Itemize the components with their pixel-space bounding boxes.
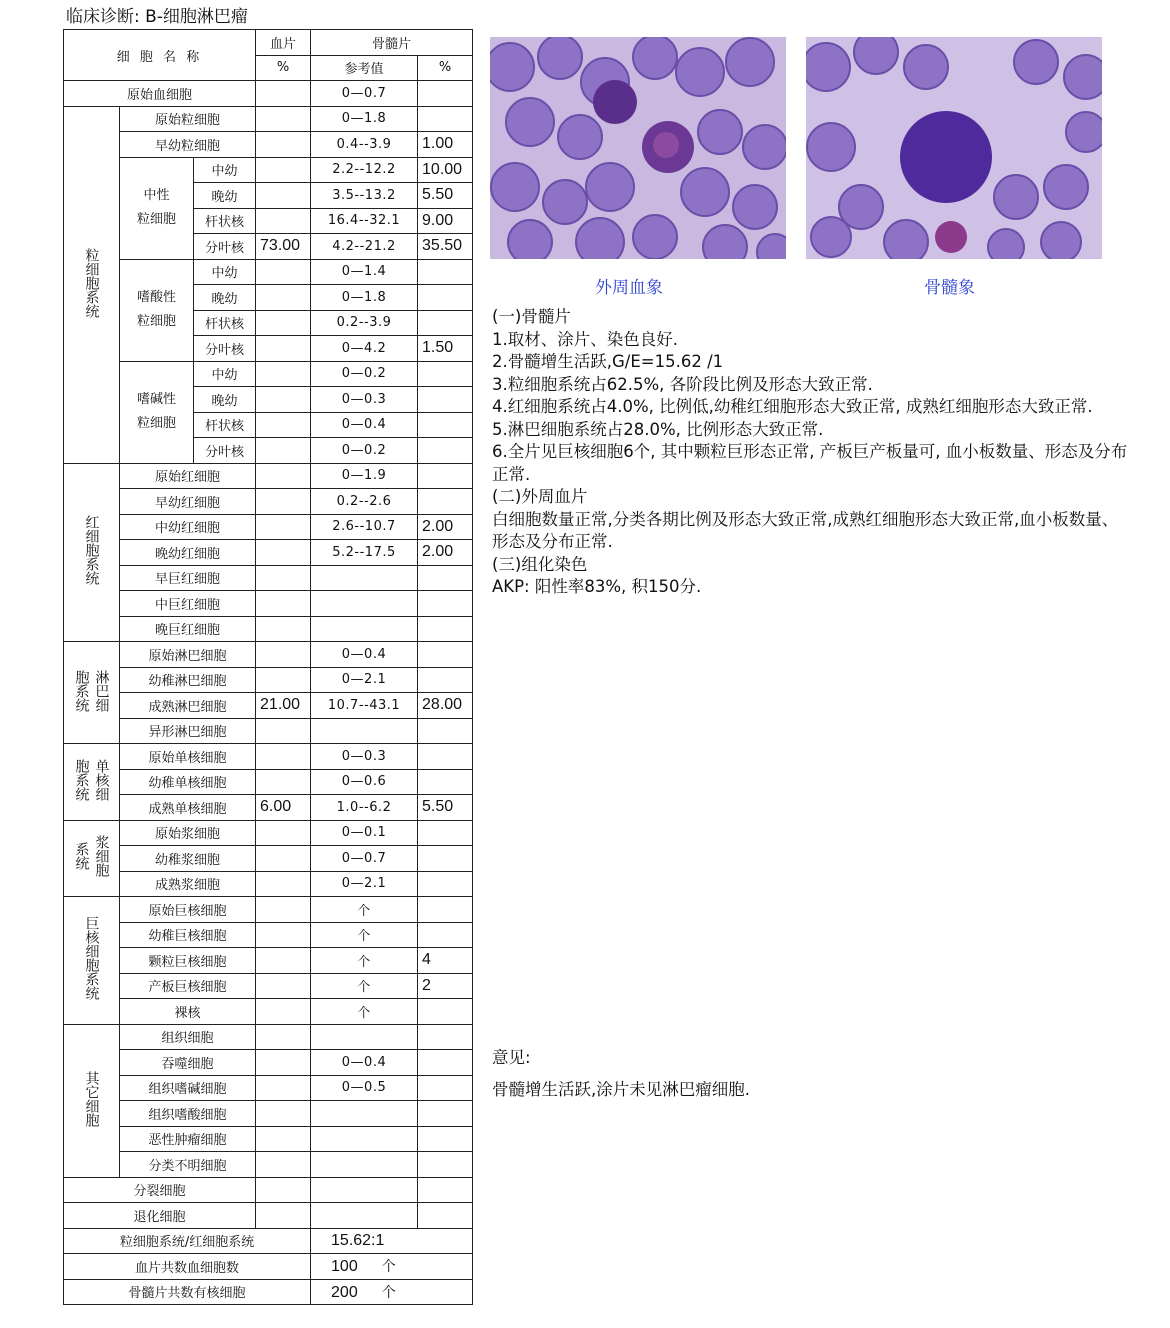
reference-value: [311, 565, 418, 591]
reference-value: 0—2.1: [311, 871, 418, 897]
summary-label: 骨髓片共数有核细胞: [64, 1279, 311, 1305]
summary-row: [64, 1279, 473, 1305]
cell-name: 早幼粒细胞: [120, 132, 256, 158]
opinion-label: 意见:: [492, 1048, 531, 1067]
reference-value: [311, 1126, 418, 1152]
reference-value: 2.2--12.2: [311, 157, 418, 183]
cell-name: 异形淋巴细胞: [120, 718, 256, 744]
cell-name: 中幼: [194, 361, 256, 387]
marrow-pct: 4: [418, 948, 473, 974]
group-label: 巨核细胞系统: [64, 897, 120, 1025]
blood-pct: [256, 897, 311, 923]
blood-pct: [256, 591, 311, 617]
cell-name: 晚幼: [194, 183, 256, 209]
blood-pct: [256, 1126, 311, 1152]
blood-pct: [256, 667, 311, 693]
cell-name: 原始粒细胞: [120, 106, 256, 132]
subgroup-label: 嗜酸性 粒细胞: [120, 259, 194, 361]
marrow-pct: 2: [418, 973, 473, 999]
marrow-pct: [418, 718, 473, 744]
reference-value: 10.7--43.1: [311, 693, 418, 719]
cell-name: 成熟单核细胞: [120, 795, 256, 821]
marrow-pct: 35.50: [418, 234, 473, 260]
marrow-pct: [418, 463, 473, 489]
marrow-pct: 2.00: [418, 514, 473, 540]
reference-value: 0—0.4: [311, 642, 418, 668]
cell-name: 晚巨红细胞: [120, 616, 256, 642]
blood-pct: 6.00: [256, 795, 311, 821]
marrow-pct: 5.50: [418, 183, 473, 209]
marrow-pct: [418, 81, 473, 107]
reference-value: [311, 1024, 418, 1050]
bone-marrow-image: [806, 37, 1102, 259]
table-row: [64, 463, 473, 489]
cell-name: 晚幼: [194, 387, 256, 413]
reference-value: 0—0.4: [311, 412, 418, 438]
reference-value: 0—0.3: [311, 387, 418, 413]
cell-name: 幼稚淋巴细胞: [120, 667, 256, 693]
reference-value: [311, 1101, 418, 1127]
cell-name: 分叶核: [194, 336, 256, 362]
finding-line: 3.粒细胞系统占62.5%, 各阶段比例及形态大致正常.: [492, 374, 873, 394]
header-blood: 血片: [256, 30, 311, 56]
table-row: [64, 361, 473, 387]
cell-name: 分裂细胞: [64, 1177, 256, 1203]
cell-name: 中幼红细胞: [120, 514, 256, 540]
table-row: [64, 1126, 473, 1152]
blood-pct: [256, 285, 311, 311]
marrow-pct: [418, 1024, 473, 1050]
cell-name: 恶性肿瘤细胞: [120, 1126, 256, 1152]
cell-name: 原始血细胞: [64, 81, 256, 107]
marrow-pct: [418, 999, 473, 1025]
reference-value: 4.2--21.2: [311, 234, 418, 260]
summary-value: [311, 1279, 473, 1305]
cell-name: 组织细胞: [120, 1024, 256, 1050]
marrow-pct: 10.00: [418, 157, 473, 183]
table-row: [64, 667, 473, 693]
cell-name: 杆状核: [194, 310, 256, 336]
cell-name: 吞噬细胞: [120, 1050, 256, 1076]
reference-value: 0—0.2: [311, 438, 418, 464]
marrow-pct: 1.00: [418, 132, 473, 158]
finding-line: AKP: 阳性率83%, 积150分.: [492, 577, 702, 596]
reference-value: [311, 616, 418, 642]
table-row: [64, 81, 473, 107]
cell-name: 幼稚巨核细胞: [120, 922, 256, 948]
cell-name: 杆状核: [194, 208, 256, 234]
blood-pct: [256, 948, 311, 974]
marrow-pct: [418, 438, 473, 464]
marrow-pct: [418, 565, 473, 591]
blood-pct: 73.00: [256, 234, 311, 260]
summary-value: [311, 1254, 473, 1280]
cell-name: 裸核: [120, 999, 256, 1025]
summary-unit: 个: [381, 1258, 396, 1275]
blood-pct: [256, 1024, 311, 1050]
marrow-pct: 1.50: [418, 336, 473, 362]
marrow-pct: [418, 259, 473, 285]
finding-line: 6.全片见巨核细胞6个, 其中颗粒巨形态正常, 产板巨产板量可, 血小板数量、形态及分布正常.: [492, 442, 1128, 484]
marrow-pct: [418, 412, 473, 438]
reference-value: 0—0.1: [311, 820, 418, 846]
table-row: [64, 1177, 473, 1203]
table-row: [64, 540, 473, 566]
reference-value: 0—4.2: [311, 336, 418, 362]
peripheral-blood-image: [490, 37, 786, 259]
marrow-pct: [418, 1152, 473, 1178]
subgroup-label: 嗜碱性 粒细胞: [120, 361, 194, 463]
table-row: [64, 1050, 473, 1076]
marrow-pct: [418, 310, 473, 336]
findings: [492, 306, 1132, 599]
marrow-pct: [418, 769, 473, 795]
finding-line: 1.取材、涂片、染色良好.: [492, 329, 678, 349]
reference-value: 2.6--10.7: [311, 514, 418, 540]
cell-name: 早幼红细胞: [120, 489, 256, 515]
cell-name: 分叶核: [194, 438, 256, 464]
table-row: [64, 693, 473, 719]
table-row: [64, 514, 473, 540]
reference-value: 0—2.1: [311, 667, 418, 693]
cell-name: 中幼: [194, 157, 256, 183]
table-row: [64, 795, 473, 821]
table-row: [64, 132, 473, 158]
cell-name: 分叶核: [194, 234, 256, 260]
reference-value: 0—0.2: [311, 361, 418, 387]
marrow-pct: [418, 744, 473, 770]
cell-name: 幼稚浆细胞: [120, 846, 256, 872]
blood-pct: [256, 208, 311, 234]
reference-value: 0—0.6: [311, 769, 418, 795]
marrow-pct: [418, 361, 473, 387]
blood-pct: [256, 412, 311, 438]
cell-name: 组织嗜酸细胞: [120, 1101, 256, 1127]
marrow-pct: [418, 820, 473, 846]
cell-name: 晚幼红细胞: [120, 540, 256, 566]
marrow-pct: [418, 1177, 473, 1203]
group-label: 粒细胞系统: [64, 106, 120, 463]
finding-line: 白细胞数量正常,分类各期比例及形态大致正常,成熟红细胞形态大致正常,血小板数量、形态及分布正常.: [492, 509, 1119, 551]
table-row: [64, 769, 473, 795]
blood-pct: [256, 999, 311, 1025]
cell-name: 晚幼: [194, 285, 256, 311]
reference-value: 1.0--6.2: [311, 795, 418, 821]
blood-pct: [256, 132, 311, 158]
finding-line: 5.淋巴细胞系统占28.0%, 比例形态大致正常.: [492, 419, 824, 439]
summary-value: [311, 1228, 473, 1254]
cell-name: 原始淋巴细胞: [120, 642, 256, 668]
blood-pct: [256, 565, 311, 591]
marrow-pct: [418, 106, 473, 132]
marrow-pct: [418, 846, 473, 872]
blood-pct: [256, 310, 311, 336]
reference-value: 0.4--3.9: [311, 132, 418, 158]
table-row: [64, 1152, 473, 1178]
table-row: [64, 897, 473, 923]
reference-value: 5.2--17.5: [311, 540, 418, 566]
reference-value: 0—1.4: [311, 259, 418, 285]
table-row: [64, 820, 473, 846]
blood-pct: [256, 183, 311, 209]
table-row: [64, 106, 473, 132]
marrow-pct: [418, 1075, 473, 1101]
header-marrow-pct: %: [418, 55, 473, 81]
cell-name: 颗粒巨核细胞: [120, 948, 256, 974]
blood-pct: [256, 336, 311, 362]
table-row: [64, 871, 473, 897]
reference-value: [311, 718, 418, 744]
marrow-pct: [418, 285, 473, 311]
reference-value: [311, 1203, 418, 1229]
cell-name: 原始红细胞: [120, 463, 256, 489]
reference-value: [311, 591, 418, 617]
blood-pct: [256, 387, 311, 413]
table-row: [64, 1101, 473, 1127]
marrow-pct: [418, 922, 473, 948]
marrow-pct: [418, 489, 473, 515]
reference-value: [311, 1177, 418, 1203]
reference-value: 0—1.9: [311, 463, 418, 489]
blood-pct: [256, 438, 311, 464]
blood-pct: [256, 1177, 311, 1203]
blood-pct: [256, 259, 311, 285]
cell-name: 退化细胞: [64, 1203, 256, 1229]
blood-pct: [256, 157, 311, 183]
table-row: [64, 259, 473, 285]
reference-value: 0—0.3: [311, 744, 418, 770]
marrow-pct: [418, 897, 473, 923]
table-row: [64, 948, 473, 974]
peripheral-blood-caption: 外周血象: [595, 278, 663, 298]
summary-label: 血片共数血细胞数: [64, 1254, 311, 1280]
blood-pct: [256, 489, 311, 515]
cell-name: 早巨红细胞: [120, 565, 256, 591]
cell-name: 产板巨核细胞: [120, 973, 256, 999]
table-row: [64, 565, 473, 591]
summary-row: [64, 1228, 473, 1254]
summary-number: 100: [331, 1258, 358, 1276]
group-label: 其它细胞: [64, 1024, 120, 1177]
table-row: [64, 922, 473, 948]
blood-pct: [256, 616, 311, 642]
table-row: [64, 616, 473, 642]
summary-number: 200: [331, 1283, 358, 1301]
blood-pct: [256, 820, 311, 846]
cell-count-table: [63, 29, 473, 1305]
table-row: [64, 591, 473, 617]
header-cell-name: 细 胞 名 称: [64, 30, 256, 81]
reference-value: 0—0.4: [311, 1050, 418, 1076]
summary-row: [64, 1254, 473, 1280]
table-row: [64, 973, 473, 999]
cell-name: 组织嗜碱细胞: [120, 1075, 256, 1101]
cell-name: 分类不明细胞: [120, 1152, 256, 1178]
reference-value: 0—1.8: [311, 285, 418, 311]
blood-pct: [256, 540, 311, 566]
table-row: [64, 489, 473, 515]
cell-name: 成熟淋巴细胞: [120, 693, 256, 719]
reference-value: [311, 1152, 418, 1178]
blood-pct: [256, 769, 311, 795]
blood-pct: [256, 846, 311, 872]
bone-marrow-caption: 骨髓象: [924, 278, 975, 298]
group-label: 红细胞系统: [64, 463, 120, 642]
table-row: [64, 718, 473, 744]
blood-pct: [256, 973, 311, 999]
marrow-pct: [418, 667, 473, 693]
cell-name: 成熟浆细胞: [120, 871, 256, 897]
table-row: [64, 999, 473, 1025]
finding-line: (一)骨髓片: [492, 307, 571, 326]
blood-pct: [256, 718, 311, 744]
blood-pct: [256, 1075, 311, 1101]
blood-pct: [256, 922, 311, 948]
summary-number: 15.62:1: [331, 1231, 385, 1249]
finding-line: (二)外周血片: [492, 487, 588, 506]
cell-name: 原始巨核细胞: [120, 897, 256, 923]
table-row: [64, 846, 473, 872]
reference-value: 0.2--3.9: [311, 310, 418, 336]
header-marrow: 骨髓片: [311, 30, 473, 56]
marrow-pct: [418, 1101, 473, 1127]
blood-pct: 21.00: [256, 693, 311, 719]
cell-name: 原始单核细胞: [120, 744, 256, 770]
opinion-text: 骨髓增生活跃,涂片未见淋巴瘤细胞.: [492, 1079, 750, 1099]
finding-line: 4.红细胞系统占4.0%, 比例低,幼稚红细胞形态大致正常, 成熟红细胞形态大致正常.: [492, 397, 1093, 416]
marrow-pct: [418, 616, 473, 642]
blood-pct: [256, 81, 311, 107]
marrow-pct: [418, 1203, 473, 1229]
blood-pct: [256, 1050, 311, 1076]
reference-value: 0.2--2.6: [311, 489, 418, 515]
table-row: [64, 157, 473, 183]
blood-pct: [256, 514, 311, 540]
header-blood-pct: %: [256, 55, 311, 81]
clinical-diagnosis: 临床诊断: B-细胞淋巴瘤: [66, 7, 248, 27]
marrow-pct: 5.50: [418, 795, 473, 821]
reference-value: 0—0.7: [311, 81, 418, 107]
marrow-pct: [418, 387, 473, 413]
summary-label: 粒细胞系统/红细胞系统: [64, 1228, 311, 1254]
blood-pct: [256, 1101, 311, 1127]
reference-value: 0—1.8: [311, 106, 418, 132]
marrow-pct: [418, 1050, 473, 1076]
cell-name: 杆状核: [194, 412, 256, 438]
marrow-pct: [418, 1126, 473, 1152]
cell-name: 中巨红细胞: [120, 591, 256, 617]
marrow-pct: 9.00: [418, 208, 473, 234]
blood-pct: [256, 1152, 311, 1178]
blood-pct: [256, 463, 311, 489]
reference-value: 个: [311, 948, 418, 974]
subgroup-label: 中性 粒细胞: [120, 157, 194, 259]
cell-name: 中幼: [194, 259, 256, 285]
blood-pct: [256, 361, 311, 387]
reference-value: 个: [311, 999, 418, 1025]
cell-name: 原始浆细胞: [120, 820, 256, 846]
finding-line: (三)组化染色: [492, 554, 588, 574]
table-row: [64, 1075, 473, 1101]
blood-pct: [256, 642, 311, 668]
opinion: [492, 1047, 1132, 1101]
marrow-pct: [418, 591, 473, 617]
marrow-pct: [418, 642, 473, 668]
group-label: 淋巴细 胞系统: [64, 642, 120, 744]
reference-value: 16.4--32.1: [311, 208, 418, 234]
marrow-pct: 28.00: [418, 693, 473, 719]
cell-name: 幼稚单核细胞: [120, 769, 256, 795]
blood-pct: [256, 744, 311, 770]
reference-value: 个: [311, 922, 418, 948]
marrow-pct: [418, 871, 473, 897]
reference-value: 3.5--13.2: [311, 183, 418, 209]
blood-pct: [256, 1203, 311, 1229]
blood-pct: [256, 871, 311, 897]
finding-line: 2.骨髓增生活跃,G/E=15.62 /1: [492, 352, 724, 371]
reference-value: 0—0.7: [311, 846, 418, 872]
table-row: [64, 1203, 473, 1229]
reference-value: 0—0.5: [311, 1075, 418, 1101]
reference-value: 个: [311, 973, 418, 999]
reference-value: 个: [311, 897, 418, 923]
group-label: 单核细 胞系统: [64, 744, 120, 821]
header-ref: 参考值: [311, 55, 418, 81]
table-row: [64, 1024, 473, 1050]
table-row: [64, 744, 473, 770]
marrow-pct: 2.00: [418, 540, 473, 566]
group-label: 浆细胞 系统: [64, 820, 120, 897]
table-row: [64, 642, 473, 668]
blood-pct: [256, 106, 311, 132]
summary-unit: 个: [381, 1283, 396, 1300]
